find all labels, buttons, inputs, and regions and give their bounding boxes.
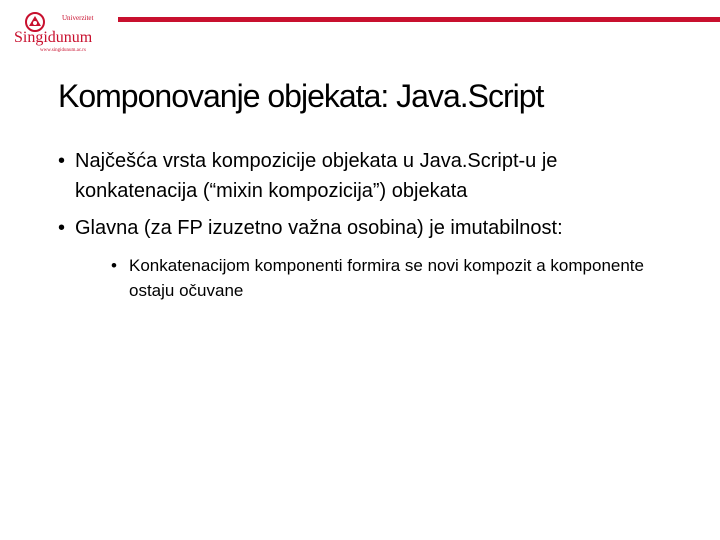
bullet-item bbox=[58, 146, 678, 206]
sub-bullet-item bbox=[111, 253, 689, 303]
university-logo bbox=[12, 10, 112, 54]
slide-title: Komponovanje objekata: Java.Script bbox=[58, 78, 544, 114]
bullet-icon: • bbox=[58, 150, 66, 172]
bullet-item bbox=[58, 213, 678, 303]
header-rule bbox=[118, 17, 720, 22]
sub-bullet-icon: • bbox=[111, 256, 117, 275]
bullet-text: Najčešća vrsta kompozicije objekata u Java.Script-u je konkatenacija (“mixin kompozicija”) objekata bbox=[75, 150, 558, 202]
logo-line2: Singidunum bbox=[14, 29, 93, 46]
logo-line3: www.singidunum.ac.rs bbox=[40, 48, 86, 53]
logo-line1: Univerzitet bbox=[62, 14, 94, 22]
sub-bullet-text: Konkatenacijom komponenti formira se novi kompozit a komponente ostaju očuvane bbox=[129, 256, 644, 300]
bullet-text: Glavna (za FP izuzetno važna osobina) je imutabilnost: bbox=[75, 217, 563, 239]
slide-content bbox=[58, 146, 678, 310]
singidunum-logo-icon bbox=[12, 10, 112, 54]
bullet-icon: • bbox=[58, 217, 66, 239]
